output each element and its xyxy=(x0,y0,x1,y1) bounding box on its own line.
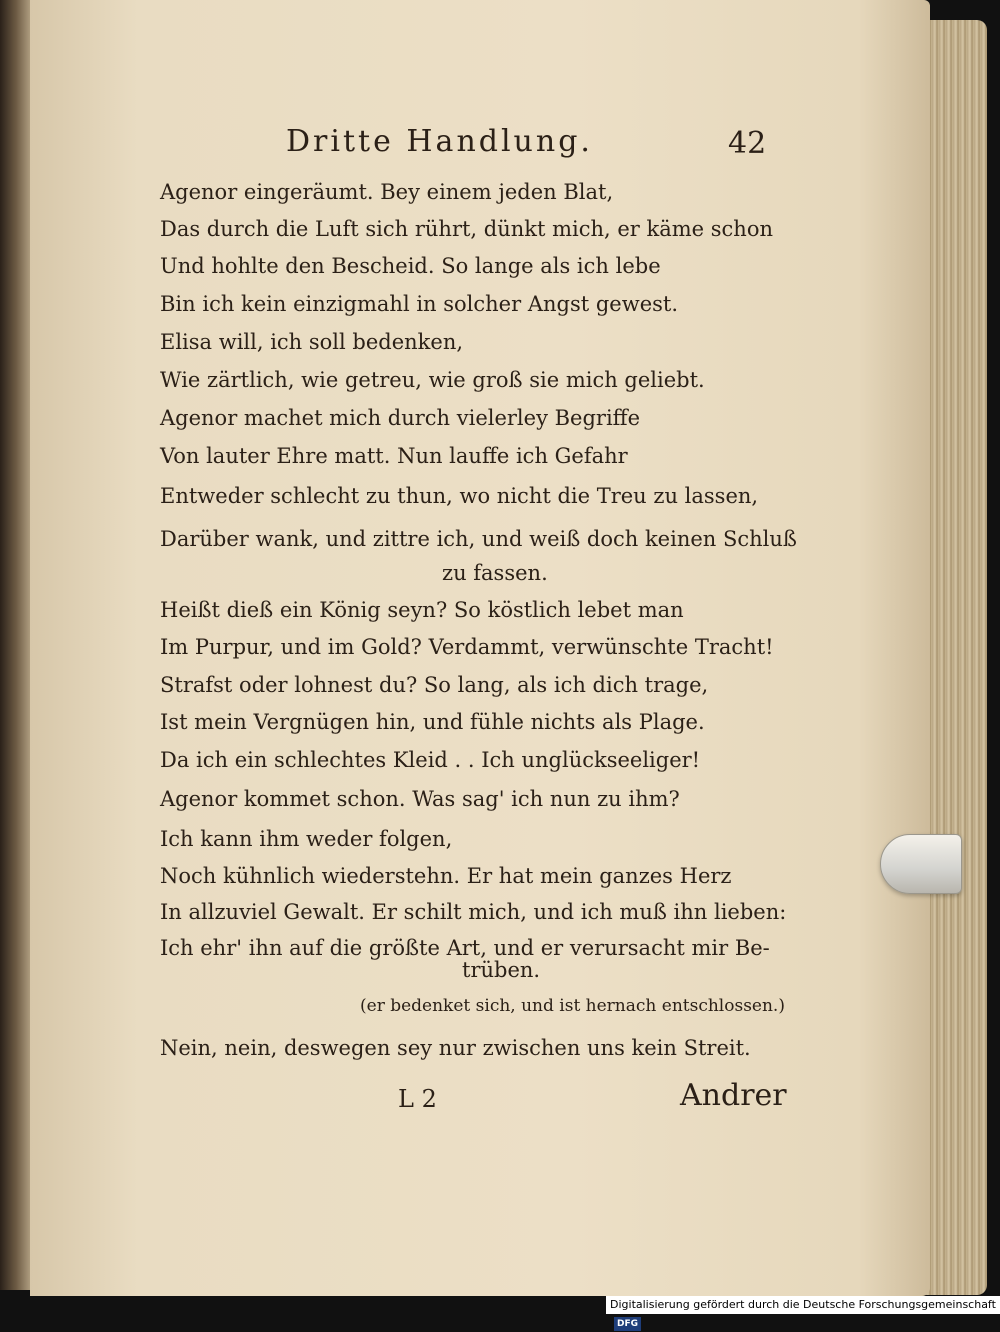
verse-line: Strafst oder lohnest du? So lang, als ich dich trage, xyxy=(160,673,709,697)
verse-line: Von lauter Ehre matt. Nun lauffe ich Gefahr xyxy=(160,444,628,468)
stage-direction: (er bedenket sich, und ist hernach entschlossen.) xyxy=(360,996,785,1016)
catchword: Andrer xyxy=(680,1078,787,1113)
verse-line: Da ich ein schlechtes Kleid . . Ich unglückseeliger! xyxy=(160,748,701,772)
verse-line: Nein, nein, deswegen sey nur zwischen uns kein Streit. xyxy=(160,1036,751,1060)
verse-line: Agenor machet mich durch vielerley Begriffe xyxy=(160,406,641,430)
verse-line: Ich kann ihm weder folgen, xyxy=(160,827,453,851)
signature-mark: L 2 xyxy=(398,1085,437,1113)
verse-line: Bin ich kein einzigmahl in solcher Angst gewest. xyxy=(160,292,679,316)
verse-line: Darüber wank, und zittre ich, und weiß doch keinen Schluß xyxy=(160,527,797,551)
verse-line: Ist mein Vergnügen hin, und fühle nichts als Plage. xyxy=(160,710,705,734)
verse-line: Agenor kommet schon. Was sag' ich nun zu ihm? xyxy=(160,787,680,811)
digitization-footer xyxy=(606,1296,1000,1329)
verse-line: Und hohlte den Bescheid. So lange als ich lebe xyxy=(160,254,661,278)
page-stack-edge xyxy=(925,20,987,1295)
verse-line: Wie zärtlich, wie getreu, wie groß sie mich geliebt. xyxy=(160,368,705,392)
page-clip xyxy=(880,834,962,894)
verse-line-continuation: zu fassen. xyxy=(442,561,548,585)
verse-line: Heißt dieß ein König seyn? So köstlich lebet man xyxy=(160,598,684,622)
footer-text: Digitalisierung gefördert durch die Deutsche Forschungsgemeinschaft xyxy=(610,1298,996,1311)
verse-line: In allzuviel Gewalt. Er schilt mich, und ich muß ihn lieben: xyxy=(160,900,787,924)
dfg-logo: DFG xyxy=(614,1317,641,1331)
verse-line: Noch kühnlich wiederstehn. Er hat mein ganzes Herz xyxy=(160,864,732,888)
page-number: 42 xyxy=(728,126,767,161)
verse-line: Ich ehr' ihn auf die größte Art, und er verursacht mir Be- xyxy=(160,936,770,960)
verse-line-continuation: trüben. xyxy=(462,958,541,982)
verse-line: Im Purpur, und im Gold? Verdammt, verwünschte Tracht! xyxy=(160,635,774,659)
verse-line: Agenor eingeräumt. Bey einem jeden Blat, xyxy=(160,180,614,204)
verse-line: Entweder schlecht zu thun, wo nicht die Treu zu lassen, xyxy=(160,484,759,508)
running-head: Dritte Handlung. xyxy=(286,124,593,159)
verse-line: Elisa will, ich soll bedenken, xyxy=(160,330,464,354)
verse-line: Das durch die Luft sich rührt, dünkt mich, er käme schon xyxy=(160,217,773,241)
